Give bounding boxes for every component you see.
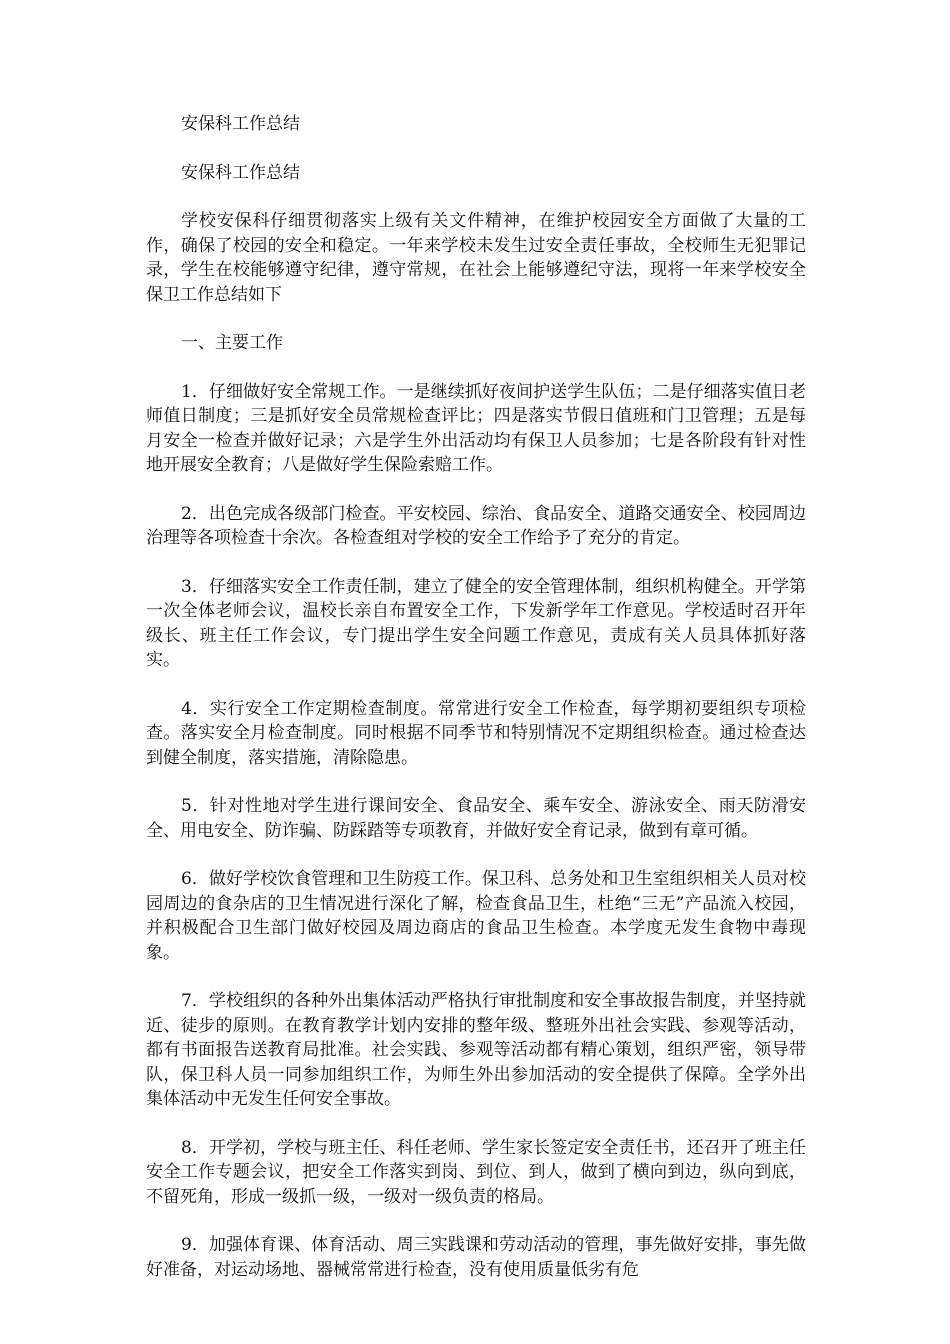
work-item-2: 2．出色完成各级部门检查。平安校园、综治、食品安全、道路交通安全、校园周边治理等各项检查十余次。各检查组对学校的安全工作给予了充分的肯定。 <box>146 503 806 548</box>
work-item-6: 6．做好学校饮食管理和卫生防疫工作。保卫科、总务处和卫生室组织相关人员对校园周边的食杂店的卫生情况进行深化了解，检查食品卫生，杜绝“三无”产品流入校园，并积极配合卫生部门做好校园及周边商店的食品卫生检查。本学度无发生食物中毒现象。 <box>146 869 806 963</box>
work-item-3: 3．仔细落实安全工作责任制，建立了健全的安全管理体制，组织机构健全。开学第一次全体老师会议，温校长亲自布置安全工作，下发新学年工作意见。学校适时召开年级长、班主任工作会议，专门提出学生安全问题工作意见，责成有关人员具体抓好落实。 <box>146 576 806 670</box>
intro-paragraph: 学校安保科仔细贯彻落实上级有关文件精神，在维护校园安全方面做了大量的工作，确保了校园的安全和稳定。一年来学校未发生过安全责任事故，全校师生无犯罪记录，学生在校能够遵守纪律，遵守常规，在社会上能够遵纪守法，现将一年来学校安全保卫工作总结如下 <box>146 211 806 305</box>
document-page <box>146 112 806 1282</box>
work-item-5: 5．针对性地对学生进行课间安全、食品安全、乘车安全、游泳安全、雨天防滑安全、用电安全、防诈骗、防踩踏等专项教育，并做好安全育记录，做到有章可循。 <box>146 796 806 841</box>
work-item-7: 7．学校组织的各种外出集体活动严格执行审批制度和安全事故报告制度，并坚持就近、徒步的原则。在教育教学计划内安排的整年级、整班外出社会实践、参观等活动，都有书面报告送教育局批准。社会实践、参观等活动都有精心策划，组织严密，领导带队，保卫科人员一同参加组织工作，为师生外出参加活动的安全提供了保障。全学外出集体活动中无发生任何安全事故。 <box>146 991 806 1109</box>
work-item-8: 8．开学初，学校与班主任、科任老师、学生家长签定安全责任书，还召开了班主任安全工作专题会议，把安全工作落实到岗、到位、到人，做到了横向到边，纵向到底，不留死角，形成一级抓一级，一级对一级负责的格局。 <box>146 1137 806 1207</box>
work-item-1: 1．仔细做好安全常规工作。一是继续抓好夜间护送学生队伍；二是仔细落实值日老师值日制度；三是抓好安全员常规检查评比；四是落实节假日值班和门卫管理；五是每月安全一检查并做好记录；六是学生外出活动均有保卫人员参加；七是各阶段有针对性地开展安全教育；八是做好学生保险索赔工作。 <box>146 381 806 475</box>
work-item-9: 9．加强体育课、体育活动、周三实践课和劳动活动的管理，事先做好安排，事先做好准备，对运动场地、器械常常进行检查，没有使用质量低劣有危 <box>146 1235 806 1280</box>
section-heading: 一、主要工作 <box>181 333 283 353</box>
work-item-4: 4．实行安全工作定期检查制度。常常进行安全工作检查，每学期初要组织专项检查。落实安全月检查制度。同时根据不同季节和特别情况不定期组织检查。通过检查达到健全制度，落实措施，清除隐患。 <box>146 698 806 768</box>
document-subtitle: 安保科工作总结 <box>181 162 300 183</box>
document-title: 安保科工作总结 <box>181 114 300 134</box>
